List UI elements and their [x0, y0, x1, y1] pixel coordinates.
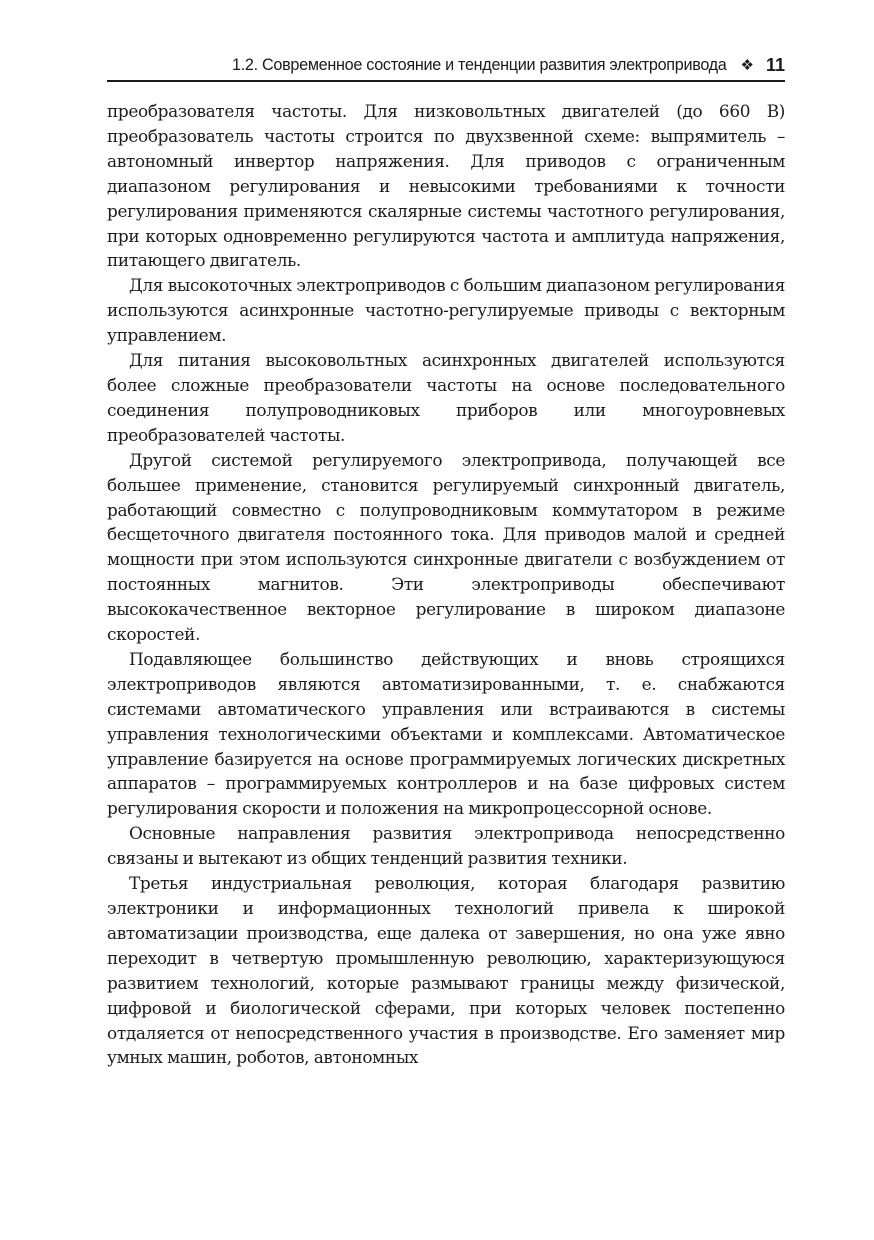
body-text [107, 99, 785, 1070]
ornament-icon: ❖ [740, 56, 754, 74]
paragraph-2: Для высокоточных электроприводов с большим диапазоном регулирования используются асинхронные частотно-регулируемые приводы с векторным управлением. [107, 275, 785, 346]
paragraph-3: Для питания высоковольтных асинхронных двигателей используются более сложные преобразователи частоты на основе последовательного соединения полупроводниковых приборов или многоуровневых преобразователей частоты. [107, 350, 785, 445]
paragraph-7: Третья индустриальная революция, которая благодаря развитию электроники и информационных технологий привела к широкой автоматизации производства, еще далека от завершения, но она уже явно переходит в четвертую промышленную революцию, характеризующуюся развитием технологий, которые размывают границы между физической, цифровой и биологической сферами, при которых человек постепенно отдаляется от непосредственного участия в производстве. Его заменяет мир умных машин, роботов, автономных [107, 873, 785, 1068]
paragraph-6: Основные направления развития электропривода непосредственно связаны и вытекают из общих тенденций развития техники. [107, 823, 785, 869]
page-number: 11 [765, 54, 785, 75]
paragraph-1: преобразователя частоты. Для низковольтных двигателей (до 660 В) преобразователь частоты строится по двухзвенной схеме: выпрямитель – автономный инвертор напряжения. Для приводов с ограниченным диапазоном регулирования и невысокими требованиями к точности регулирования применяются скалярные системы частотного регулирования, при которых одновременно регулируются частота и амплитуда напряжения, питающего двигатель. [107, 101, 785, 271]
running-header [107, 50, 785, 82]
paragraph-5: Подавляющее большинство действующих и вновь строящихся электроприводов являются автоматизированными, т. е. снабжаются системами автоматического управления или встраиваются в системы управления технологическими объектами и комплексами. Автоматическое управление базируется на основе программируемых логических дискретных аппаратов – программируемых контроллеров и на базе цифровых систем регулирования скорости и положения на микропроцессорной основе. [107, 648, 785, 819]
paragraph-4: Другой системой регулируемого электропривода, получающей все большее применение, становится регулируемый синхронный двигатель, работающий совместно с полупроводниковым коммутатором в режиме бесщеточного двигателя постоянного тока. Для приводов малой и средней мощности при этом используются синхронные двигатели с возбуждением от постоянных магнитов. Эти электроприводы обеспечивают высококачественное векторное регулирование в широком диапазоне скоростей. [107, 449, 785, 645]
section-title: 1.2. Современное состояние и тенденции развития электропривода [232, 55, 727, 74]
